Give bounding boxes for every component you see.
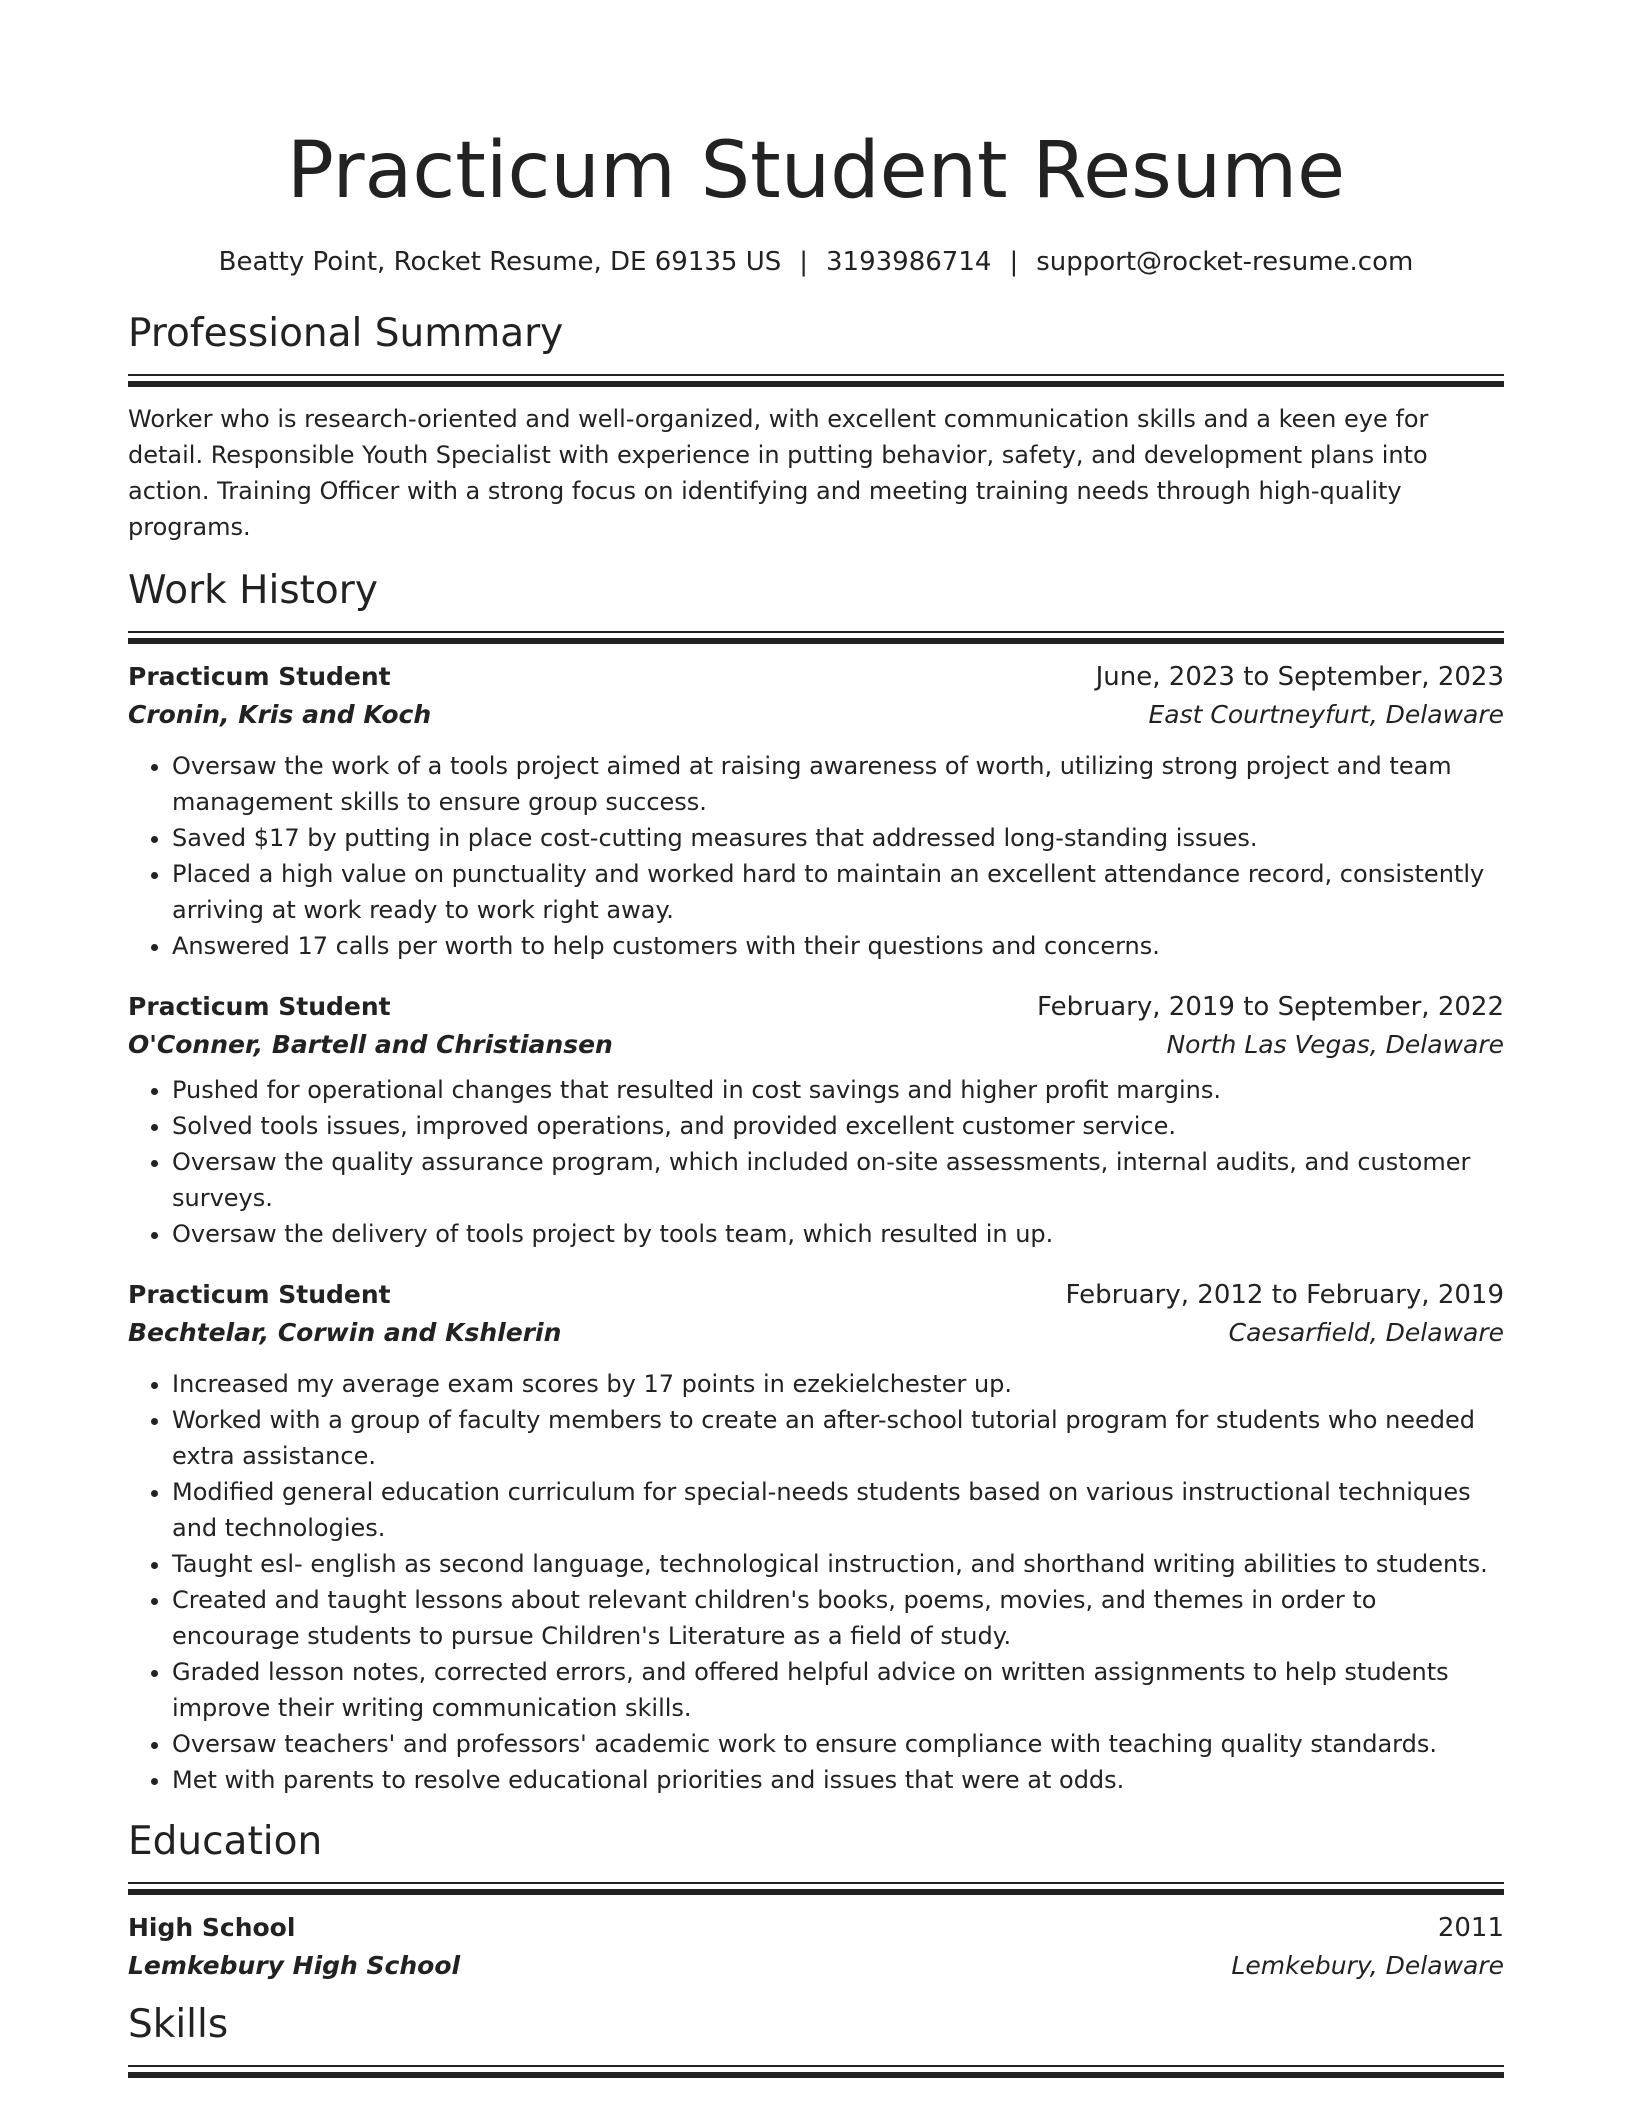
job-bullets xyxy=(128,1072,1504,1252)
section-divider xyxy=(128,374,1504,385)
job-dates: February, 2019 to September, 2022 xyxy=(1037,992,1504,1022)
summary-section-header xyxy=(128,308,1504,385)
education-entry xyxy=(128,1909,1504,1985)
education-school: Lemkebury High School xyxy=(128,1951,461,1980)
list-item: • Oversaw the work of a tools project aimed at raising awareness of worth, utilizing strong project and team management skills to ensure group success. xyxy=(172,748,1504,820)
job-title: Practicum Student xyxy=(128,992,391,1021)
education-section-header xyxy=(128,1816,1504,1893)
job-location: North Las Vegas, Delaware xyxy=(1166,1030,1504,1059)
job-dates: June, 2023 to September, 2023 xyxy=(1095,662,1504,692)
contact-separator: | xyxy=(1009,247,1019,277)
list-item: • Solved tools issues, improved operations, and provided excellent customer service. xyxy=(172,1108,1504,1144)
resume-page xyxy=(128,0,1504,2076)
section-divider xyxy=(128,2065,1504,2076)
job-entry xyxy=(128,1276,1504,1798)
list-item: • Taught esl- english as second language, technological instruction, and shorthand writing abilities to students. xyxy=(172,1546,1504,1582)
contact-phone: 3193986714 xyxy=(826,247,992,277)
list-item: • Saved $17 by putting in place cost-cutting measures that addressed long-standing issues. xyxy=(172,820,1504,856)
education-header-row xyxy=(128,1909,1504,1947)
summary-text: Worker who is research-oriented and well-organized, with excellent communication skills and a keen eye for detail. Responsible Youth Specialist with experience in putting behavior, safety, and development plans into action. Training Officer with a strong focus on identifying and meeting training needs through high-quality programs. xyxy=(128,405,1429,541)
job-dates: February, 2012 to February, 2019 xyxy=(1065,1280,1504,1310)
list-item: • Answered 17 calls per worth to help customers with their questions and concerns. xyxy=(172,928,1504,964)
job-company: O'Conner, Bartell and Christiansen xyxy=(128,1030,613,1059)
job-company: Bechtelar, Corwin and Kshlerin xyxy=(128,1318,562,1347)
job-entry xyxy=(128,658,1504,964)
list-item: • Met with parents to resolve educational priorities and issues that were at odds. xyxy=(172,1762,1504,1798)
summary-heading: Professional Summary xyxy=(128,311,564,356)
contact-address: Beatty Point, Rocket Resume, DE 69135 US xyxy=(218,247,782,277)
job-bullets xyxy=(128,1366,1504,1798)
contact-separator: | xyxy=(799,247,809,277)
section-divider xyxy=(128,1882,1504,1893)
list-item: • Placed a high value on punctuality and worked hard to maintain an excellent attendance record, consistently arriving at work ready to work right away. xyxy=(172,856,1504,928)
job-company-row xyxy=(128,1314,1504,1352)
job-header-row xyxy=(128,988,1504,1026)
education-location: Lemkebury, Delaware xyxy=(1231,1951,1504,1980)
list-item: • Increased my average exam scores by 17 points in ezekielchester up. xyxy=(172,1366,1504,1402)
contact-email: support@rocket-resume.com xyxy=(1036,247,1414,277)
skills-section-header xyxy=(128,1999,1504,2076)
list-item: • Oversaw the delivery of tools project by tools team, which resulted in up. xyxy=(172,1216,1504,1252)
education-heading: Education xyxy=(128,1819,323,1864)
job-location: Caesarfield, Delaware xyxy=(1228,1318,1504,1347)
list-item: • Graded lesson notes, corrected errors, and offered helpful advice on written assignments to help students improve their writing communication skills. xyxy=(172,1654,1504,1726)
contact-line xyxy=(128,244,1504,280)
skills-heading: Skills xyxy=(128,2002,229,2047)
job-header-row xyxy=(128,1276,1504,1314)
work-heading: Work History xyxy=(128,568,378,613)
list-item: • Modified general education curriculum for special-needs students based on various instructional techniques and technologies. xyxy=(172,1474,1504,1546)
job-header-row xyxy=(128,658,1504,696)
education-school-row xyxy=(128,1947,1504,1985)
job-company-row xyxy=(128,1026,1504,1064)
list-item: • Oversaw the quality assurance program, which included on-site assessments, internal audits, and customer surveys. xyxy=(172,1144,1504,1216)
list-item: • Worked with a group of faculty members to create an after-school tutorial program for students who needed extra assistance. xyxy=(172,1402,1504,1474)
job-title: Practicum Student xyxy=(128,1280,391,1309)
section-divider xyxy=(128,631,1504,642)
job-company: Cronin, Kris and Koch xyxy=(128,700,432,729)
job-entry xyxy=(128,988,1504,1252)
work-section-header xyxy=(128,565,1504,642)
education-degree: High School xyxy=(128,1913,296,1942)
resume-title: Practicum Student Resume xyxy=(286,126,1346,216)
education-year: 2011 xyxy=(1437,1913,1504,1943)
list-item: • Pushed for operational changes that resulted in cost savings and higher profit margins. xyxy=(172,1072,1504,1108)
list-item: • Oversaw teachers' and professors' academic work to ensure compliance with teaching quality standards. xyxy=(172,1726,1504,1762)
list-item: • Created and taught lessons about relevant children's books, poems, movies, and themes in order to encourage students to pursue Children's Literature as a field of study. xyxy=(172,1582,1504,1654)
job-title: Practicum Student xyxy=(128,662,391,691)
job-company-row xyxy=(128,696,1504,734)
job-location: East Courtneyfurt, Delaware xyxy=(1148,700,1504,729)
job-bullets xyxy=(128,748,1504,964)
